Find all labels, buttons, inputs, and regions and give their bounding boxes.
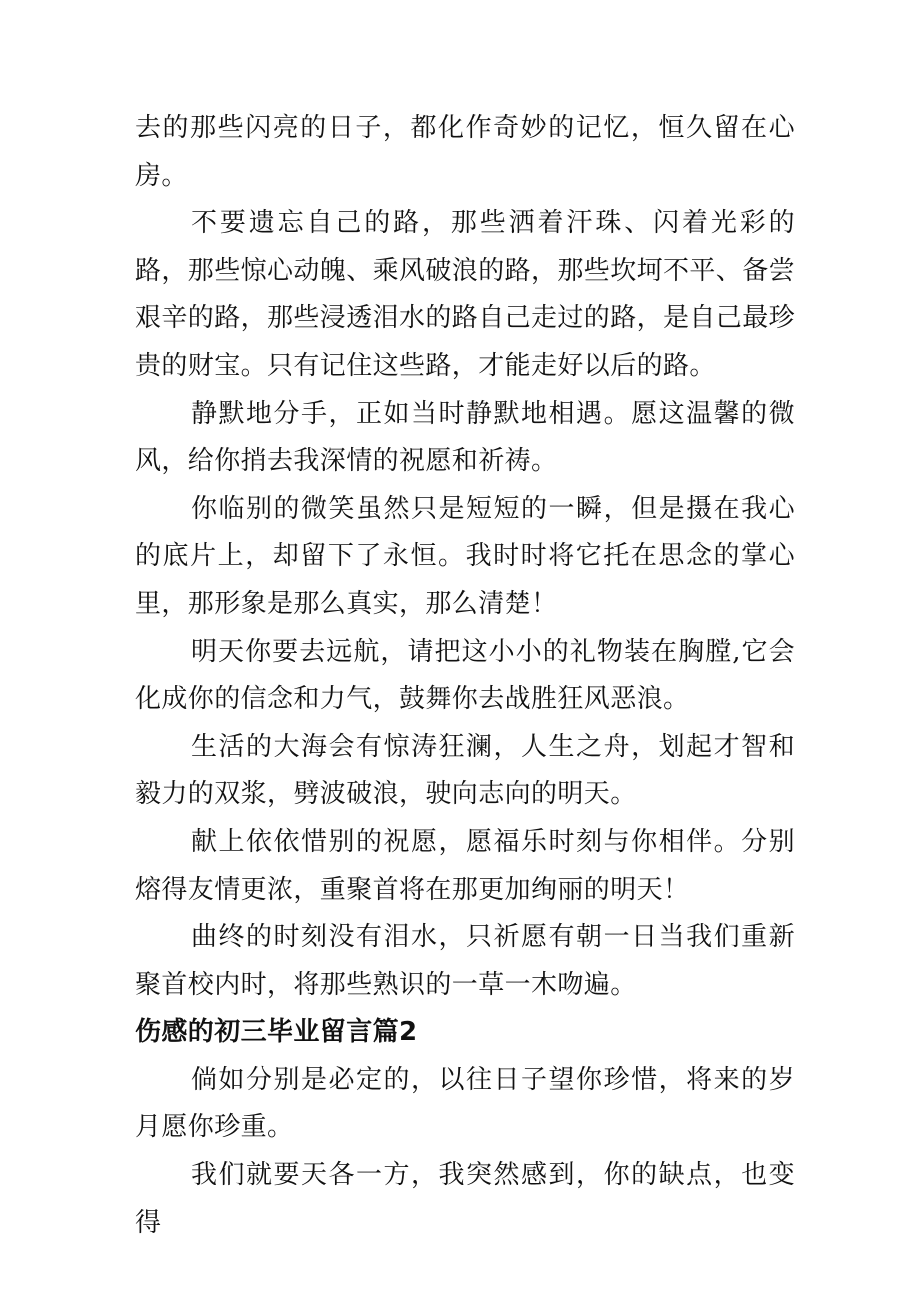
paragraph: 生活的大海会有惊涛狂澜，人生之舟，划起才智和毅力的双浆，劈波破浪，驶向志向的明天。	[135, 731, 795, 810]
paragraph: 倘如分别是必定的，以往日子望你珍惜，将来的岁月愿你珍重。	[135, 1064, 795, 1143]
paragraph: 你临别的微笑虽然只是短短的一瞬，但是摄在我心的底片上，却留下了永恒。我时时将它托在思念的掌心里，那形象是那么真实，那么清楚！	[135, 493, 795, 619]
paragraph: 我们就要天各一方，我突然感到，你的缺点，也变得	[135, 1160, 795, 1238]
section-heading-text: 伤感的初三毕业留言篇	[135, 1017, 400, 1048]
paragraph: 去的那些闪亮的日子，都化作奇妙的记忆，恒久留在心房。	[135, 113, 795, 191]
paragraph: 献上依依惜别的祝愿，愿福乐时刻与你相伴。分别熔得友情更浓，重聚首将在那更加绚丽的明天！	[135, 826, 795, 905]
paragraph: 曲终的时刻没有泪水，只祈愿有朝一日当我们重新聚首校内时，将那些熟识的一草一木吻遍。	[135, 922, 795, 1000]
document-body	[135, 105, 795, 1247]
paragraph: 静默地分手，正如当时静默地相遇。愿这温馨的微风，给你捎去我深情的祝愿和祈祷。	[135, 398, 795, 477]
section-heading-number: 2	[399, 1017, 418, 1048]
paragraph: 不要遗忘自己的路，那些洒着汗珠、闪着光彩的路，那些惊心动魄、乘风破浪的路，那些坎坷不平、备尝艰辛的路，那些浸透泪水的路自己走过的路，是自己最珍贵的财宝。只有记住这些路，才能走好以后的路。	[135, 208, 796, 381]
section-heading	[135, 1009, 795, 1057]
paragraph: 明天你要去远航，请把这小小的礼物装在胸膛,它会化成你的信念和力气，鼓舞你去战胜狂风恶浪。	[135, 636, 795, 715]
